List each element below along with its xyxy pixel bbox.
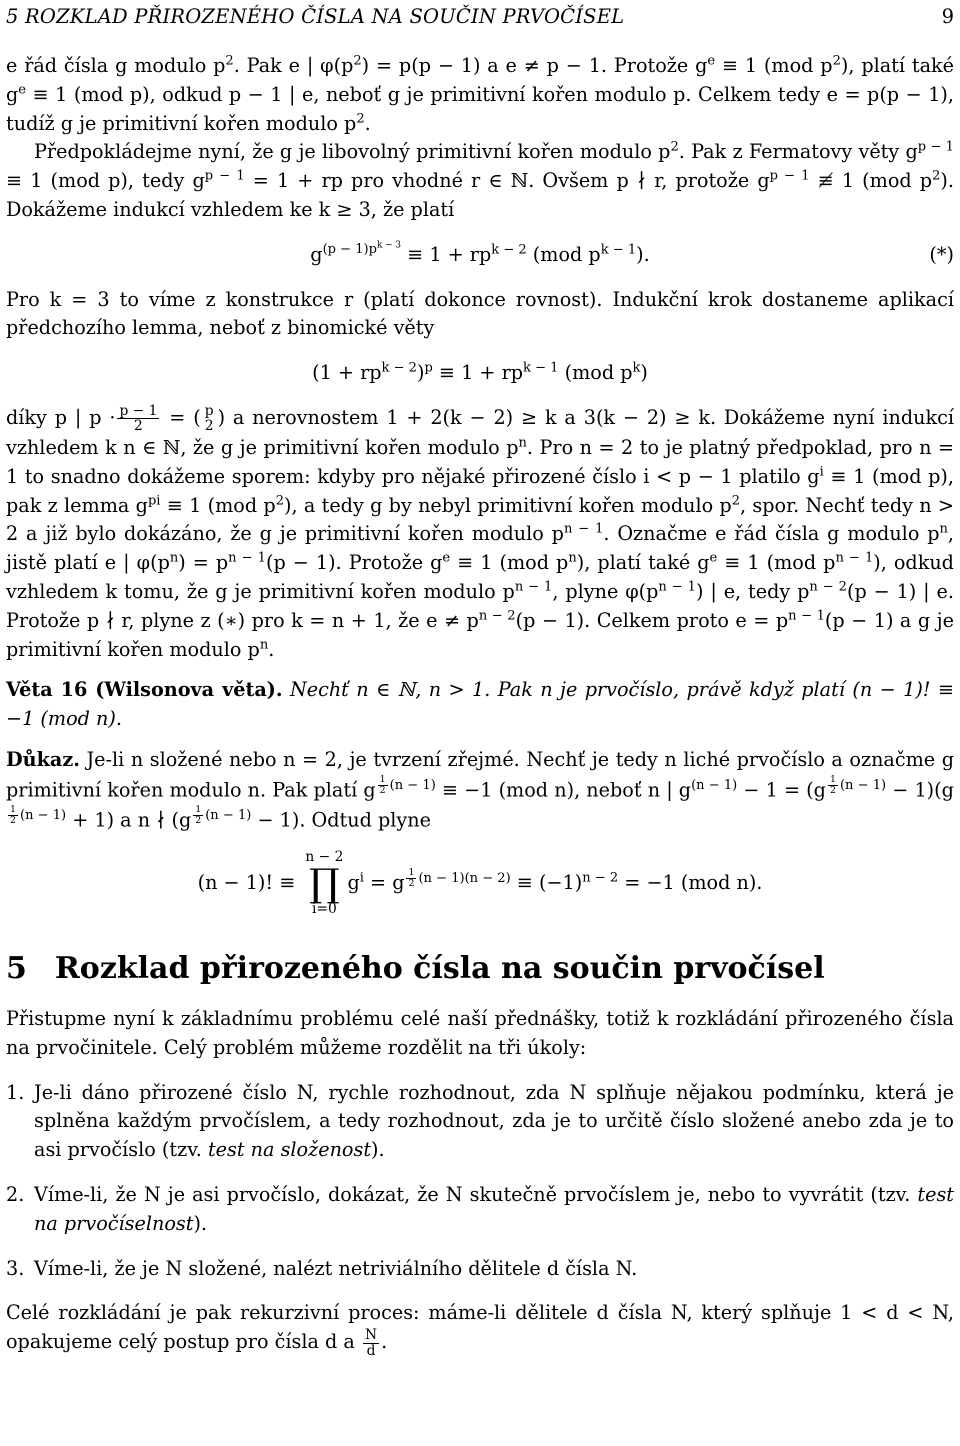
running-header: [6, 0, 954, 30]
paragraph-order-argument: e řád čísla g modulo $p^2$. Pak e | $\varphi(p^2) = p(p - 1)$ a e ≠ p − 1. Protože $g^e \equiv 1$ (mod $p^2$), platí také $g^e \equiv 1$ (mod p), odkud p − 1 | e, neboť g je primitivní kořen modulo p. Celkem tedy e = p(p − 1), tudíž g je primitivní kořen modulo $p^2$.: [6, 53, 955, 135]
theorem-label: Věta 16 (Wilsonova věta).: [6, 678, 283, 702]
list-item: 1. Je-li dáno přirozené číslo N, rychle rozhodnout, zda N splňuje nějakou podmínku, která je splněna každým prvočíslem, a tedy rozhodnout, zda je to určitě číslo složené anebo zda je to asi prvočíslo (tzv. test na složenost).: [6, 1080, 954, 1162]
paragraph-induction-setup: Předpokládejme nyní, že g je libovolný primitivní kořen modulo $p^2$. Pak z Fermatovy věty $g^{p - 1} \equiv 1$ (mod p), tedy $g^{p - 1} = 1$ + rp pro vhodné r ∈ ℕ. Ovšem p ∤ r, protože $g^{p - 1}$ ≢ 1 (mod $p^2$). Dokážeme indukcí vzhledem ke k ≥ 3, že platí: [6, 140, 954, 221]
theorem-statement: Nechť n ∈ ℕ, n > 1. Pak n je prvočíslo, právě když platí (n − 1)! ≡ −1 (mod n).: [6, 678, 955, 731]
task-list: [6, 1079, 954, 1284]
section-number: 5: [6, 950, 27, 986]
section-heading: [6, 951, 954, 987]
list-item: 2. Víme-li, že N je asi prvočíslo, dokázat, že N skutečně prvočíslem je, nebo to vyvrátit (tzv. test na prvočíselnost).: [6, 1182, 954, 1235]
proof-label: Důkaz.: [6, 747, 80, 771]
section-title: Rozklad přirozeného čísla na součin prvočísel: [54, 950, 825, 986]
paragraph-induction-step: Pro k = 3 to víme z konstrukce r (platí dokonce rovnost). Indukční krok dostaneme aplikací předchozího lemma, neboť z binomické věty: [6, 287, 954, 340]
proof-wilson: Důkaz. Je-li n složené nebo n = 2, je tvrzení zřejmé. Nechť je tedy n liché prvočíslo a označme g primitivní kořen modulo n. Pak platí g $^{\frac{1}{2} (n - 1)}$ ≡ −1 (mod n), neboť n | $g^{(n - 1)} - 1 = (g$ $^{\frac{1}{2} (n - 1)}$ − 1)(g $^{\frac{1}{2} (n - 1)}$ + 1) a n ∤ (g $^{\frac{1}{2} (n - 1)}$ − 1). Odtud plyne: [6, 747, 954, 832]
equation-star: $g^{(p - 1)p^{k - 3}} \equiv 1 + rp^{k - 2}$ (mod $p^{k - 1}$). (*): [6, 241, 954, 270]
fraction-n-over-d: $\frac{N}{d}$: [364, 1327, 378, 1359]
paragraph-main-induction: díky p | p · $\frac{p - 1}{2}$ = ( p 2 ) a nerovnostem 1 + 2(k − 2) ≥ k a 3(k − 2) ≥ k. Dokážeme nyní indukcí vzhledem k n ∈ ℕ, že g je primitivní kořen modulo $p^n$. Pro n = 2 to je platný předpoklad, pro n = 1 to snadno dokážeme sporem: kdyby pro nějaké přirozené číslo i < p − 1 platilo $g^i \equiv 1$ (mod p), pak z lemma $g^{pi} \equiv 1$ (mod $p^2$), a tedy g by nebyl primitivní kořen modulo $p^2$, spor. Nechť tedy n > 2 a již bylo dokázáno, že g je primitivní kořen modulo $p^{n - 1}$. Označme e řád čísla g modulo $p^n$, jistě platí e | $\varphi(p^n) = p^{n - 1}(p - 1)$. Protože $g^e \equiv 1$ (mod $p^n$), platí také $g^e \equiv 1$ (mod $p^{n - 1}$), odkud vzhledem k tomu, že g je primitivní kořen modulo $p^{n - 1}$, plyne $\varphi(p^{n - 1})$ | e, tedy $p^{n - 2}(p - 1)$ | e. Protože p ∤ r, plyne z (∗) pro k = n + 1, že $e \ne p^{n - 2}(p - 1)$. Celkem proto $e = p^{n - 1}(p - 1)$ a g je primitivní kořen modulo $p^n$.: [6, 402, 955, 661]
document-page: [6, 0, 954, 1446]
page-content: [6, 52, 954, 1358]
page-number: 9: [941, 5, 954, 28]
paragraph-closing: Celé rozkládání je pak rekurzivní proces: máme-li dělitele d čísla N, který splňuje 1 < d < N, opakujeme celý postup pro čísla d a $\frac{N}{d}$ .: [6, 1301, 954, 1359]
product-symbol: n − 2 ∏ i=0: [305, 848, 344, 918]
equation-tag: (*): [929, 242, 954, 266]
list-item: 3. Víme-li, že je N složené, nalézt netriviálního dělitele d čísla N.: [6, 1256, 638, 1280]
binomial-p-over-2: p 2: [204, 403, 214, 434]
theorem-wilson: [6, 676, 954, 734]
header-title: 5 ROZKLAD PŘIROZENÉHO ČÍSLA NA SOUČIN PRVOČÍSEL: [6, 5, 625, 28]
equation-binomial: $(1 + rp^{k - 2})^p \equiv 1 + rp^{k - 1}$ (mod $p^k$): [312, 360, 648, 385]
fraction-p-minus-1-over-2: $\frac{p - 1}{2}$: [119, 402, 158, 435]
paragraph-intro: Přistupme nyní k základnímu problému celé naší přednášky, totiž k rozkládání přirozeného čísla na prvočinitele. Celý problém můžeme rozdělit na tři úkoly:: [6, 1006, 954, 1059]
equation-product: (n − 1)! ≡ n − 2 ∏ i=0 $g^i = g$ $^{\frac{1}{2} (n - 1)(n - 2)} \equiv (-1)^{n - 2} = -1$ (mod n).: [197, 848, 763, 918]
